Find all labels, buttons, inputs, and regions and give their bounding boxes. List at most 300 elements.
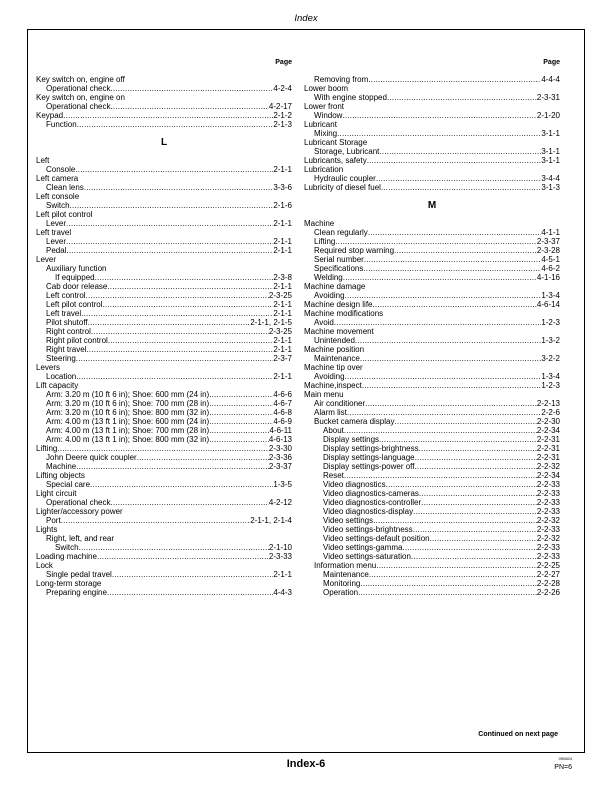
index-entry <box>36 102 292 111</box>
entry-page-ref: 1-2-3 <box>541 318 560 327</box>
dot-leader <box>421 498 537 507</box>
entry-page-ref: 2-3-37 <box>268 462 292 471</box>
dot-leader <box>209 399 273 408</box>
entry-text: Cab door release <box>46 282 108 291</box>
index-entry <box>36 417 292 426</box>
entry-page-ref: 2-2-31 <box>536 453 560 462</box>
index-entry <box>36 399 292 408</box>
entry-text: Video settings <box>323 516 374 525</box>
entry-text: Arm: 3.20 m (10 ft 6 in); Shoe: 600 mm (24 in) <box>46 390 210 399</box>
index-entry <box>304 129 560 138</box>
entry-text: Left pilot control <box>46 300 103 309</box>
entry-text: Avoiding <box>314 291 345 300</box>
dot-leader <box>344 471 537 480</box>
entry-text: Video diagnostics <box>323 480 386 489</box>
footer-rule <box>28 752 584 753</box>
dot-leader <box>334 318 541 327</box>
dot-leader <box>355 336 541 345</box>
entry-page-ref: 1-3-4 <box>541 372 560 381</box>
entry-text: Operational check <box>46 102 111 111</box>
entry-text: Serial number <box>314 255 364 264</box>
index-entry <box>304 444 560 453</box>
entry-text: Specifications <box>314 264 364 273</box>
index-column-left <box>36 58 292 597</box>
header-rule <box>28 29 584 30</box>
entry-text: Lever <box>46 237 67 246</box>
entry-page-ref: 1-3-2 <box>541 336 560 345</box>
entry-page-ref: 2-3-36 <box>268 453 292 462</box>
entry-text: Video settings-saturation <box>323 552 411 561</box>
index-entry <box>36 345 292 354</box>
dot-leader <box>402 543 536 552</box>
entry-page-ref: 2-3-8 <box>273 273 292 282</box>
entry-page-ref: 4-6-13 <box>268 435 292 444</box>
dot-leader <box>347 408 541 417</box>
index-entry <box>304 579 560 588</box>
entry-page-ref: 2-1-6 <box>273 201 292 210</box>
entry-text: Bucket camera display <box>314 417 395 426</box>
entry-text: Lever <box>36 255 57 264</box>
index-entry <box>36 525 292 534</box>
entry-text: Left travel <box>36 228 72 237</box>
entry-text: Lifting <box>314 237 336 246</box>
entry-text: Avoid <box>314 318 334 327</box>
entry-page-ref: 2-3-37 <box>536 237 560 246</box>
entry-page-ref: 2-1-1 <box>273 219 292 228</box>
entry-text: Machine tip over <box>304 363 363 372</box>
entry-text: Left camera <box>36 174 79 183</box>
dot-leader <box>137 453 269 462</box>
index-entry <box>36 255 292 264</box>
entry-text: Right travel <box>46 345 87 354</box>
dot-leader <box>413 525 537 534</box>
entry-page-ref: 4-4-3 <box>273 588 292 597</box>
entry-page-ref: 4-6-6 <box>273 390 292 399</box>
index-entry <box>304 345 560 354</box>
dot-leader <box>81 309 273 318</box>
page-column-header: Page <box>543 59 560 66</box>
entry-text: Required stop warning <box>314 246 395 255</box>
index-entry <box>36 183 292 192</box>
entry-text: Lock <box>36 561 53 570</box>
entry-page-ref: 2-2-27 <box>536 570 560 579</box>
entry-text: Left control <box>46 291 86 300</box>
index-entry <box>304 165 560 174</box>
index-entry <box>36 471 292 480</box>
entry-text: Maintenance <box>314 354 360 363</box>
entry-text: Steering <box>46 354 76 363</box>
dot-leader <box>110 102 268 111</box>
entry-page-ref: 2-2-25 <box>536 561 560 570</box>
dot-leader <box>363 264 541 273</box>
index-entry <box>304 102 560 111</box>
entry-page-ref: 2-3-25 <box>268 327 292 336</box>
index-entry <box>304 318 560 327</box>
entry-text: Right pilot control <box>46 336 108 345</box>
index-entry <box>36 354 292 363</box>
entry-page-ref: 3-1-3 <box>541 183 560 192</box>
dot-leader <box>107 282 273 291</box>
dot-leader <box>364 255 542 264</box>
dot-leader <box>345 372 542 381</box>
entry-text: Left pilot control <box>36 210 93 219</box>
entry-text: Video diagnostics-cameras <box>323 489 419 498</box>
entry-page-ref: 3-1-1 <box>541 129 560 138</box>
entry-page-ref: 2-1-2 <box>273 111 292 120</box>
entry-text: Machine <box>304 219 335 228</box>
entry-text: Lower front <box>304 102 345 111</box>
entry-text: Long-term storage <box>36 579 102 588</box>
dot-leader <box>66 237 273 246</box>
right-margin-rule <box>584 29 585 753</box>
entry-page-ref: 2-2-28 <box>536 579 560 588</box>
dot-leader <box>97 552 269 561</box>
entry-page-ref: 2-1-1 <box>273 372 292 381</box>
entry-text: Switch <box>55 543 79 552</box>
entry-text: Avoiding <box>314 372 345 381</box>
entry-text: Machine position <box>304 345 365 354</box>
entry-page-ref: 4-6-2 <box>541 264 560 273</box>
dot-leader <box>102 300 273 309</box>
dot-leader <box>63 111 273 120</box>
dot-leader <box>108 336 274 345</box>
index-entry <box>304 471 560 480</box>
index-entry <box>304 408 560 417</box>
section-letter: M <box>427 200 437 211</box>
dot-leader <box>376 174 542 183</box>
dot-leader <box>386 480 537 489</box>
index-entry <box>304 219 560 228</box>
index-entry <box>36 165 292 174</box>
entry-text: Keypad <box>36 111 64 120</box>
entry-page-ref: 2-2-30 <box>536 417 560 426</box>
entry-page-ref: 2-2-34 <box>536 426 560 435</box>
entry-text: Unintended <box>314 336 355 345</box>
dot-leader <box>209 390 273 399</box>
entry-page-ref: 4-2-17 <box>268 102 292 111</box>
entry-page-ref: 4-2-4 <box>273 84 292 93</box>
index-entry <box>36 552 292 561</box>
index-entry <box>36 489 292 498</box>
index-entry <box>304 147 560 156</box>
index-entry <box>36 372 292 381</box>
index-entry <box>36 111 292 120</box>
index-entry <box>304 327 560 336</box>
entry-text: Hydraulic coupler <box>314 174 376 183</box>
dot-leader <box>430 534 537 543</box>
entry-text: Information menu <box>314 561 377 570</box>
index-entry <box>36 201 292 210</box>
footer-pn: PN=6 <box>554 764 572 771</box>
dot-leader <box>76 372 273 381</box>
entry-text: Arm: 3.20 m (10 ft 6 in); Shoe: 700 mm (28 in) <box>46 399 210 408</box>
entry-page-ref: 3-3-6 <box>273 183 292 192</box>
dot-leader <box>209 417 273 426</box>
entry-text: Left travel <box>46 309 82 318</box>
footer-code: 090824 <box>558 756 572 761</box>
dot-leader <box>88 318 251 327</box>
entry-page-ref: 2-1-1 <box>273 570 292 579</box>
entry-text: Key switch on, engine off <box>36 75 125 84</box>
entry-page-ref: 4-6-7 <box>273 399 292 408</box>
entry-page-ref: 4-6-8 <box>273 408 292 417</box>
index-entry <box>304 480 560 489</box>
entry-text: Video diagnostics-controller <box>323 498 422 507</box>
dot-leader <box>70 201 274 210</box>
entry-page-ref: 2-3-33 <box>268 552 292 561</box>
entry-text: Video settings-gamma <box>323 543 403 552</box>
entry-text: With engine stopped <box>314 93 387 102</box>
entry-text: Welding <box>314 273 343 282</box>
dot-leader <box>75 165 273 174</box>
index-entry <box>304 372 560 381</box>
index-entry <box>304 300 560 309</box>
index-entry <box>304 93 560 102</box>
entry-text: Display settings-power off <box>323 462 415 471</box>
entry-text: Operational check <box>46 84 111 93</box>
entry-text: Location <box>46 372 77 381</box>
index-entry <box>36 534 292 543</box>
dot-leader <box>367 156 542 165</box>
entry-page-ref: 4-1-1 <box>541 228 560 237</box>
index-entry <box>36 561 292 570</box>
index-entry <box>304 426 560 435</box>
index-entry <box>304 381 560 390</box>
dot-leader <box>209 408 273 417</box>
index-entry <box>304 255 560 264</box>
entry-text: Clean lens <box>46 183 84 192</box>
index-entries <box>36 75 292 597</box>
index-entry <box>36 579 292 588</box>
entry-page-ref: 2-2-6 <box>541 408 560 417</box>
entry-page-ref: 2-2-33 <box>536 480 560 489</box>
entry-page-ref: 4-6-9 <box>273 417 292 426</box>
dot-leader <box>368 75 541 84</box>
entry-text: Machine modifications <box>304 309 384 318</box>
index-entry <box>36 336 292 345</box>
entry-page-ref: 2-3-28 <box>536 246 560 255</box>
index-entry <box>36 174 292 183</box>
dot-leader <box>368 228 542 237</box>
dot-leader <box>379 147 541 156</box>
entry-text: Special care <box>46 480 91 489</box>
dot-leader <box>66 219 273 228</box>
entry-text: Loading machine <box>36 552 97 561</box>
entry-page-ref: 2-2-32 <box>536 516 560 525</box>
index-entry <box>304 111 560 120</box>
index-entry <box>36 93 292 102</box>
index-entry <box>304 183 560 192</box>
index-entry <box>304 120 560 129</box>
entry-page-ref: 2-2-13 <box>536 399 560 408</box>
entry-text: Switch <box>46 201 70 210</box>
index-entry <box>36 84 292 93</box>
dot-leader <box>84 183 274 192</box>
entry-page-ref: 4-2-12 <box>268 498 292 507</box>
index-entry <box>304 138 560 147</box>
index-entry <box>36 381 292 390</box>
index-entry <box>36 228 292 237</box>
entry-text: Console <box>46 165 76 174</box>
entry-text: Machine damage <box>304 282 366 291</box>
entry-text: Preparing engine <box>46 588 107 597</box>
entry-page-ref: 2-1-1 <box>273 345 292 354</box>
entry-page-ref: 2-3-30 <box>268 444 292 453</box>
index-entry <box>36 516 292 525</box>
entry-text: Lighter/accessory power <box>36 507 123 516</box>
dot-leader <box>342 111 536 120</box>
entry-text: Arm: 4.00 m (13 ft 1 in); Shoe: 700 mm (28 in) <box>46 426 210 435</box>
entry-text: Display settings <box>323 435 380 444</box>
entry-page-ref: 2-1-1, 2-1-4 <box>250 516 292 525</box>
entry-text: Right control <box>46 327 91 336</box>
entry-text: Monitoring <box>323 579 361 588</box>
entry-text: If equipped <box>55 273 95 282</box>
index-entry <box>36 75 292 84</box>
entry-page-ref: 2-2-33 <box>536 489 560 498</box>
dot-leader <box>110 498 268 507</box>
index-entry <box>304 228 560 237</box>
index-entry <box>304 507 560 516</box>
entry-text: Mixing <box>314 129 338 138</box>
entry-text: Single pedal travel <box>46 570 112 579</box>
entry-text: Arm: 4.00 m (13 ft 1 in); Shoe: 800 mm (32 in) <box>46 435 210 444</box>
index-entry <box>304 264 560 273</box>
entry-page-ref: 2-1-1 <box>273 246 292 255</box>
entry-page-ref: 2-1-20 <box>536 111 560 120</box>
index-entry <box>304 462 560 471</box>
dot-leader <box>76 462 269 471</box>
entry-text: Storage, Lubricant <box>314 147 380 156</box>
entry-page-ref: 1-3-5 <box>273 480 292 489</box>
dot-leader <box>372 300 536 309</box>
section-letter: L <box>160 137 168 148</box>
entry-text: Lift capacity <box>36 381 79 390</box>
dot-leader <box>77 120 274 129</box>
entry-text: Port <box>46 516 61 525</box>
entry-text: Lights <box>36 525 58 534</box>
entry-page-ref: 2-1-1 <box>273 165 292 174</box>
dot-leader <box>415 453 537 462</box>
index-entry <box>36 120 292 129</box>
entry-page-ref: 2-2-33 <box>536 525 560 534</box>
entry-text: Lifting objects <box>36 471 85 480</box>
entry-text: Machine design life <box>304 300 373 309</box>
index-entry <box>36 435 292 444</box>
entry-text: Air conditioner <box>314 399 366 408</box>
entry-text: Left <box>36 156 50 165</box>
index-entry <box>304 237 560 246</box>
index-entry <box>304 534 560 543</box>
entry-page-ref: 3-2-2 <box>541 354 560 363</box>
dot-leader <box>413 507 537 516</box>
index-entry <box>36 426 292 435</box>
entry-page-ref: 1-2-3 <box>541 381 560 390</box>
dot-leader <box>411 552 537 561</box>
index-entry <box>304 435 560 444</box>
index-entry <box>304 75 560 84</box>
entry-text: Video settings-default position <box>323 534 430 543</box>
index-entry <box>36 507 292 516</box>
dot-leader <box>95 273 274 282</box>
index-entry <box>36 156 292 165</box>
entry-text: Lever <box>46 219 67 228</box>
entry-text: Display settings-brightness <box>323 444 419 453</box>
index-entry <box>304 309 560 318</box>
entry-page-ref: 2-1-1 <box>273 300 292 309</box>
index-entry <box>304 84 560 93</box>
dot-leader <box>86 291 269 300</box>
entry-page-ref: 2-2-33 <box>536 552 560 561</box>
index-entry <box>304 552 560 561</box>
dot-leader <box>358 588 537 597</box>
entry-text: Machine <box>46 462 77 471</box>
index-entry <box>36 588 292 597</box>
dot-leader <box>360 579 537 588</box>
entry-page-ref: 2-2-26 <box>536 588 560 597</box>
entry-page-ref: 2-2-31 <box>536 435 560 444</box>
entry-page-ref: 2-1-1 <box>273 309 292 318</box>
entry-page-ref: 2-1-1, 2-1-5 <box>250 318 292 327</box>
entry-page-ref: 2-3-7 <box>273 354 292 363</box>
dot-leader <box>414 462 536 471</box>
dot-leader <box>394 246 537 255</box>
index-entry <box>36 282 292 291</box>
index-column-right <box>304 58 560 597</box>
entry-page-ref: 3-1-1 <box>541 147 560 156</box>
entry-page-ref: 4-5-1 <box>541 255 560 264</box>
index-entry <box>304 399 560 408</box>
entry-text: Lubricity of diesel fuel <box>304 183 381 192</box>
entry-page-ref: 2-1-1 <box>273 282 292 291</box>
entry-text: Clean regularly <box>314 228 368 237</box>
index-entry <box>304 417 560 426</box>
index-entry <box>36 309 292 318</box>
entry-page-ref: 4-1-16 <box>536 273 560 282</box>
index-entry <box>36 264 292 273</box>
entry-text: Left console <box>36 192 80 201</box>
entry-page-ref: 2-2-33 <box>536 507 560 516</box>
index-entry <box>36 498 292 507</box>
index-entries <box>304 75 560 597</box>
index-entry <box>36 570 292 579</box>
entry-text: Machine,inspect <box>304 381 362 390</box>
entry-page-ref: 2-1-10 <box>268 543 292 552</box>
index-entry <box>36 543 292 552</box>
dot-leader <box>79 543 269 552</box>
dot-leader <box>76 354 274 363</box>
entry-page-ref: 2-2-33 <box>536 543 560 552</box>
index-entry <box>36 480 292 489</box>
entry-text: Auxiliary function <box>46 264 107 273</box>
dot-leader <box>373 516 537 525</box>
entry-page-ref: 2-1-3 <box>273 120 292 129</box>
index-entry <box>304 570 560 579</box>
dot-leader <box>387 93 537 102</box>
index-entry <box>304 363 560 372</box>
left-margin-rule <box>27 29 28 753</box>
index-entry <box>36 237 292 246</box>
dot-leader <box>343 273 537 282</box>
entry-text: Lubricant Storage <box>304 138 368 147</box>
entry-page-ref: 2-2-31 <box>536 444 560 453</box>
dot-leader <box>419 444 537 453</box>
dot-leader <box>110 84 273 93</box>
dot-leader <box>360 354 542 363</box>
dot-leader <box>90 480 273 489</box>
index-entry <box>304 354 560 363</box>
entry-page-ref: 2-2-32 <box>536 534 560 543</box>
